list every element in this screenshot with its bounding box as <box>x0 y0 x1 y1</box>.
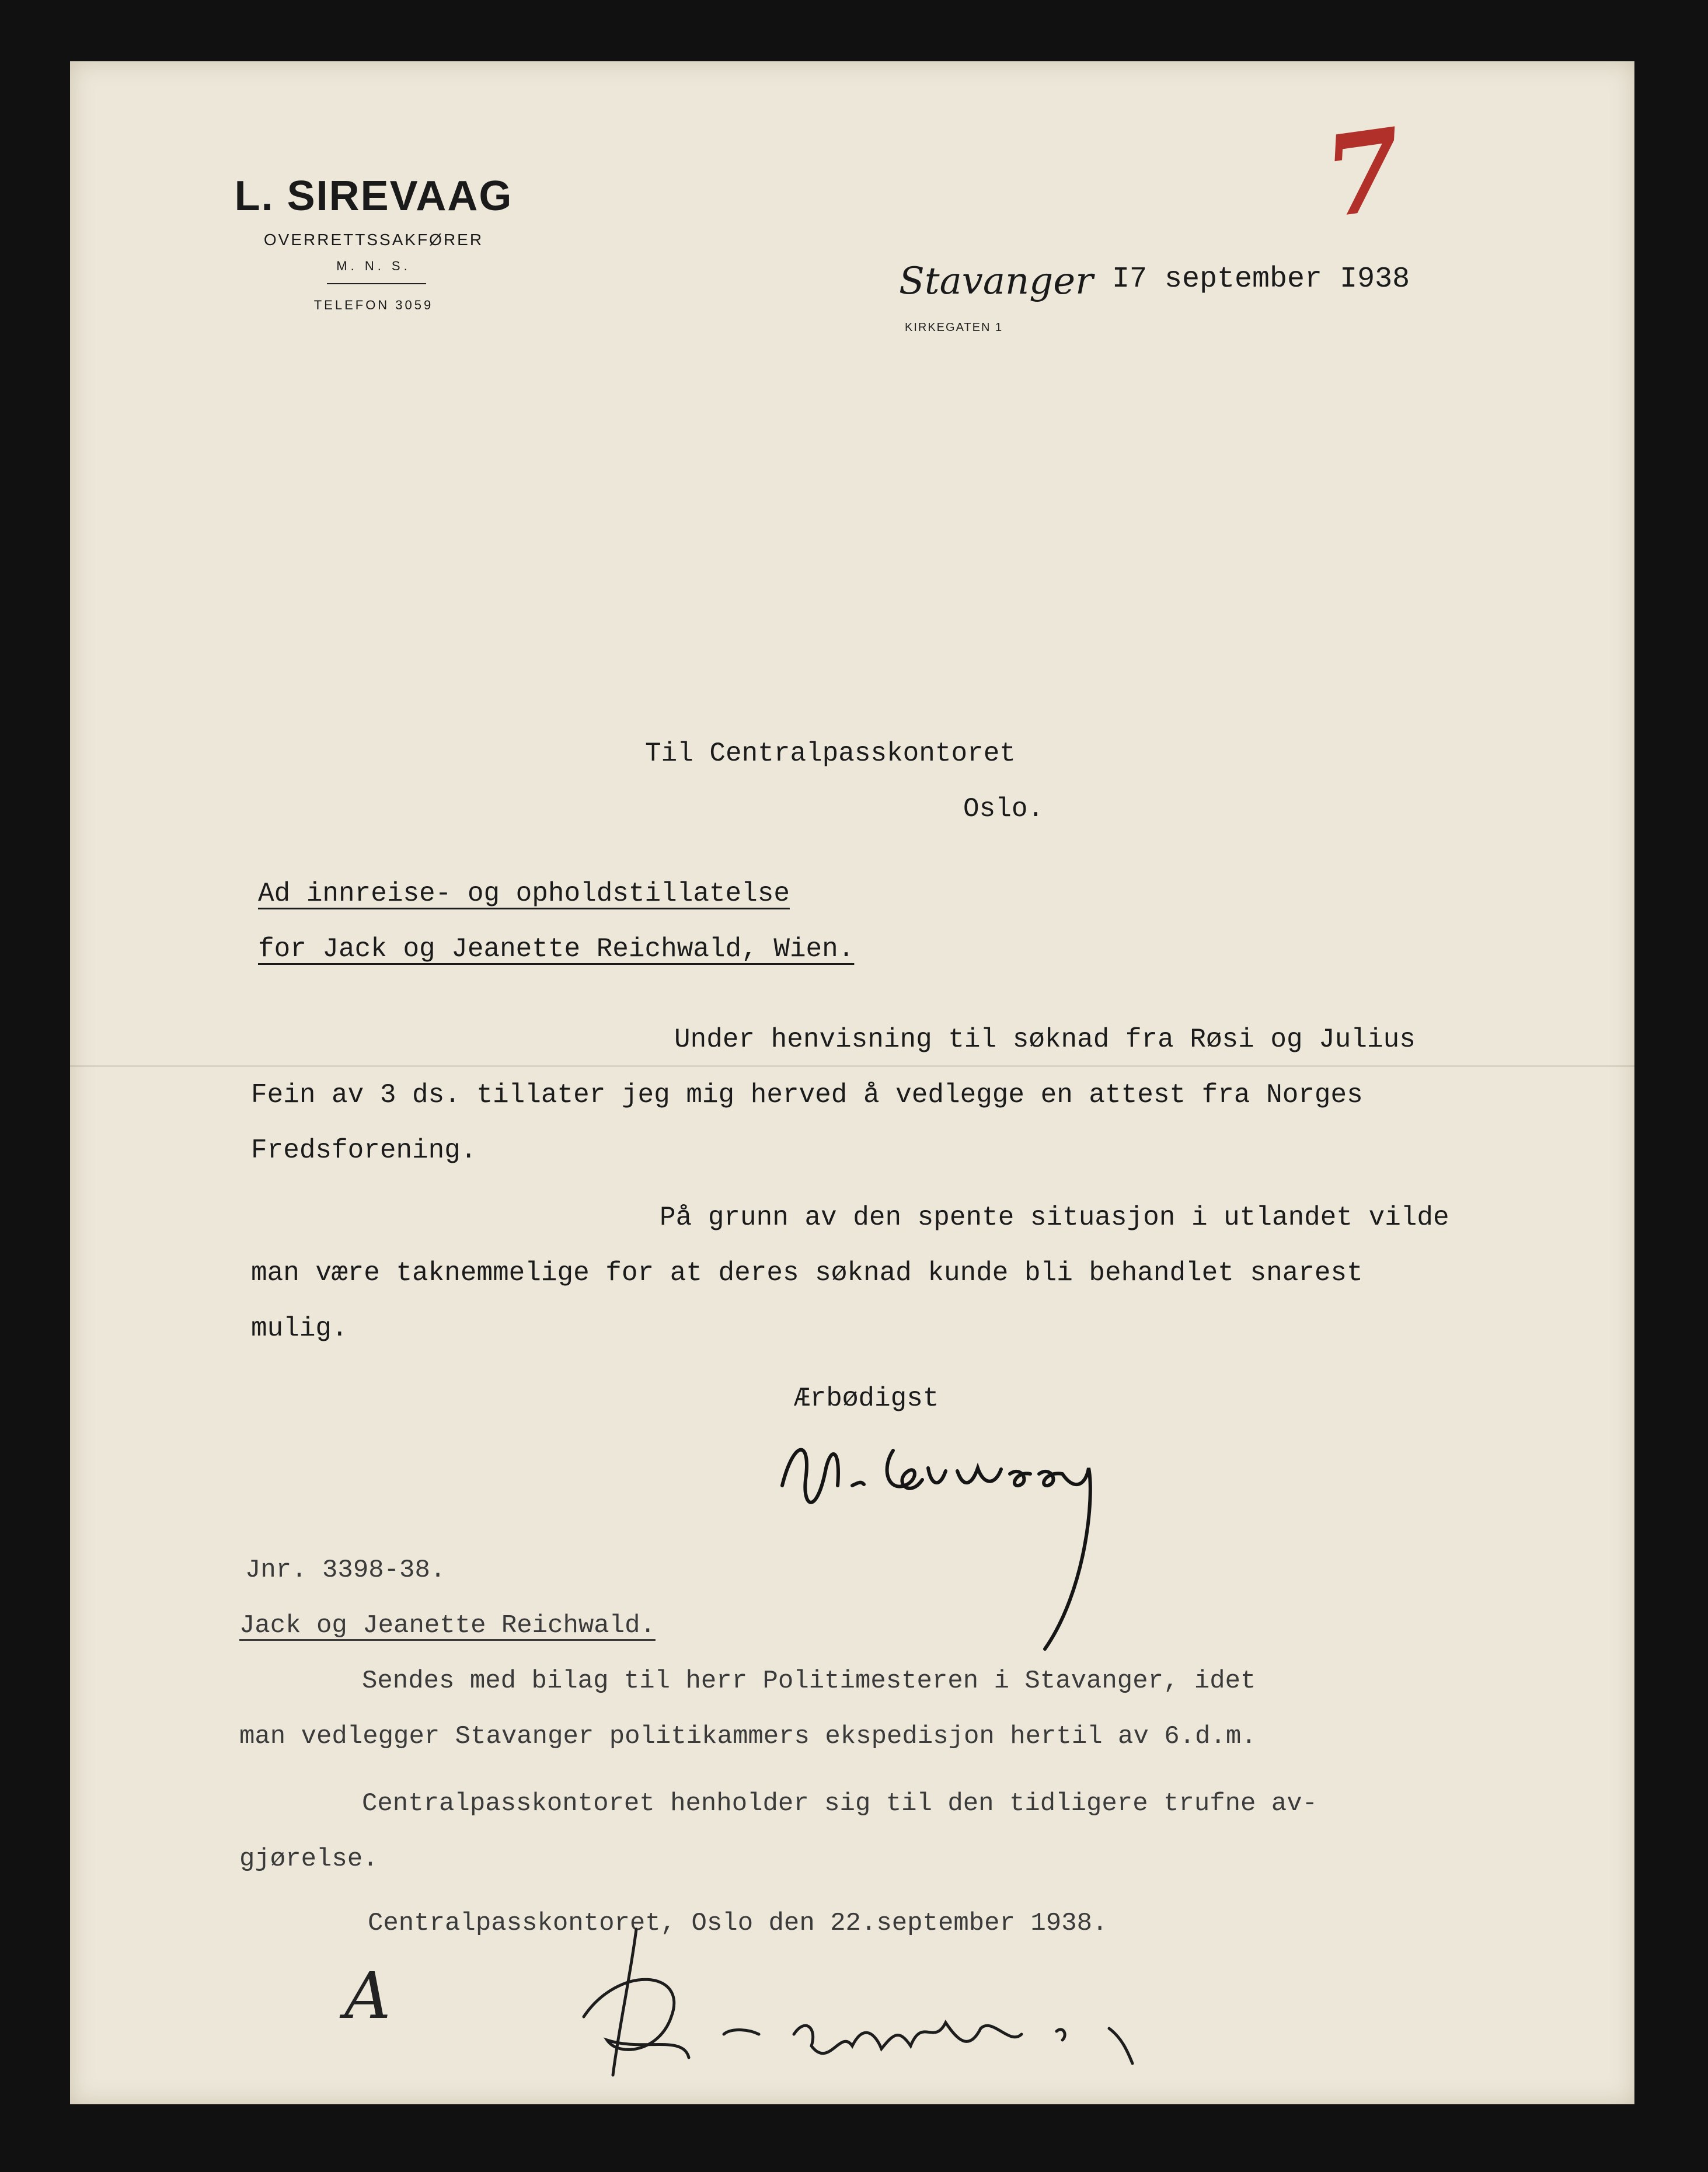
paper-fold <box>70 1065 1634 1067</box>
subject-line1: Ad innreise- og opholdstillatelse <box>258 878 790 909</box>
reply-p2-line1: Centralpasskontoret henholder sig til den tidligere trufne av- <box>362 1789 1318 1818</box>
letter-page <box>70 61 1634 2104</box>
letterhead-title: OVERRETTSSAKFØRER <box>263 231 484 249</box>
handwritten-mark: 7 <box>1316 103 1411 243</box>
body-p1-line2: Fein av 3 ds. tillater jeg mig herved å vedlegge en attest fra Norges <box>251 1080 1363 1110</box>
body-p2-line3: mulig. <box>251 1313 348 1344</box>
letterhead-membership: M. N. S. <box>336 259 411 273</box>
letterhead-rule <box>327 283 426 284</box>
reply-subject: Jack og Jeanette Reichwald. <box>239 1611 656 1640</box>
subject-line2: for Jack og Jeanette Reichwald, Wien. <box>258 934 855 964</box>
reply-p2-line2: gjørelse. <box>239 1845 378 1874</box>
recipient-line2: Oslo. <box>963 794 1044 824</box>
body-p1-line1: Under henvisning til søknad fra Røsi og Julius <box>674 1024 1416 1055</box>
letter-date: I7 september I938 <box>1112 263 1410 296</box>
signature-sirevaag <box>771 1416 1179 1661</box>
letterhead-address: KIRKEGATEN 1 <box>905 321 1003 334</box>
reply-p1-line1: Sendes med bilag til herr Politimesteren i Stavanger, idet <box>362 1667 1256 1696</box>
body-p2-line1: På grunn av den spente situasjon i utlandet vilde <box>660 1202 1449 1233</box>
signature-centralpass <box>549 1918 1202 2093</box>
letterhead-name: L. SIREVAAG <box>234 173 513 219</box>
body-p1-line3: Fredsforening. <box>251 1135 477 1166</box>
letterhead-phone: TELEFON 3059 <box>313 298 434 312</box>
reply-place-date: Centralpasskontoret, Oslo den 22.september 1938. <box>368 1909 1108 1938</box>
body-p2-line2: man være taknemmelige for at deres søknad kunde bli behandlet snarest <box>251 1258 1363 1288</box>
handwritten-initial: A <box>344 1958 391 2033</box>
closing: Ærbødigst <box>794 1383 939 1414</box>
reply-journal: Jnr. 3398-38. <box>245 1556 446 1585</box>
letterhead-city: Stavanger <box>899 260 1093 303</box>
reply-p1-line2: man vedlegger Stavanger politikammers ekspedisjon hertil av 6.d.m. <box>239 1722 1257 1751</box>
recipient-line1: Til Centralpasskontoret <box>645 738 1016 769</box>
